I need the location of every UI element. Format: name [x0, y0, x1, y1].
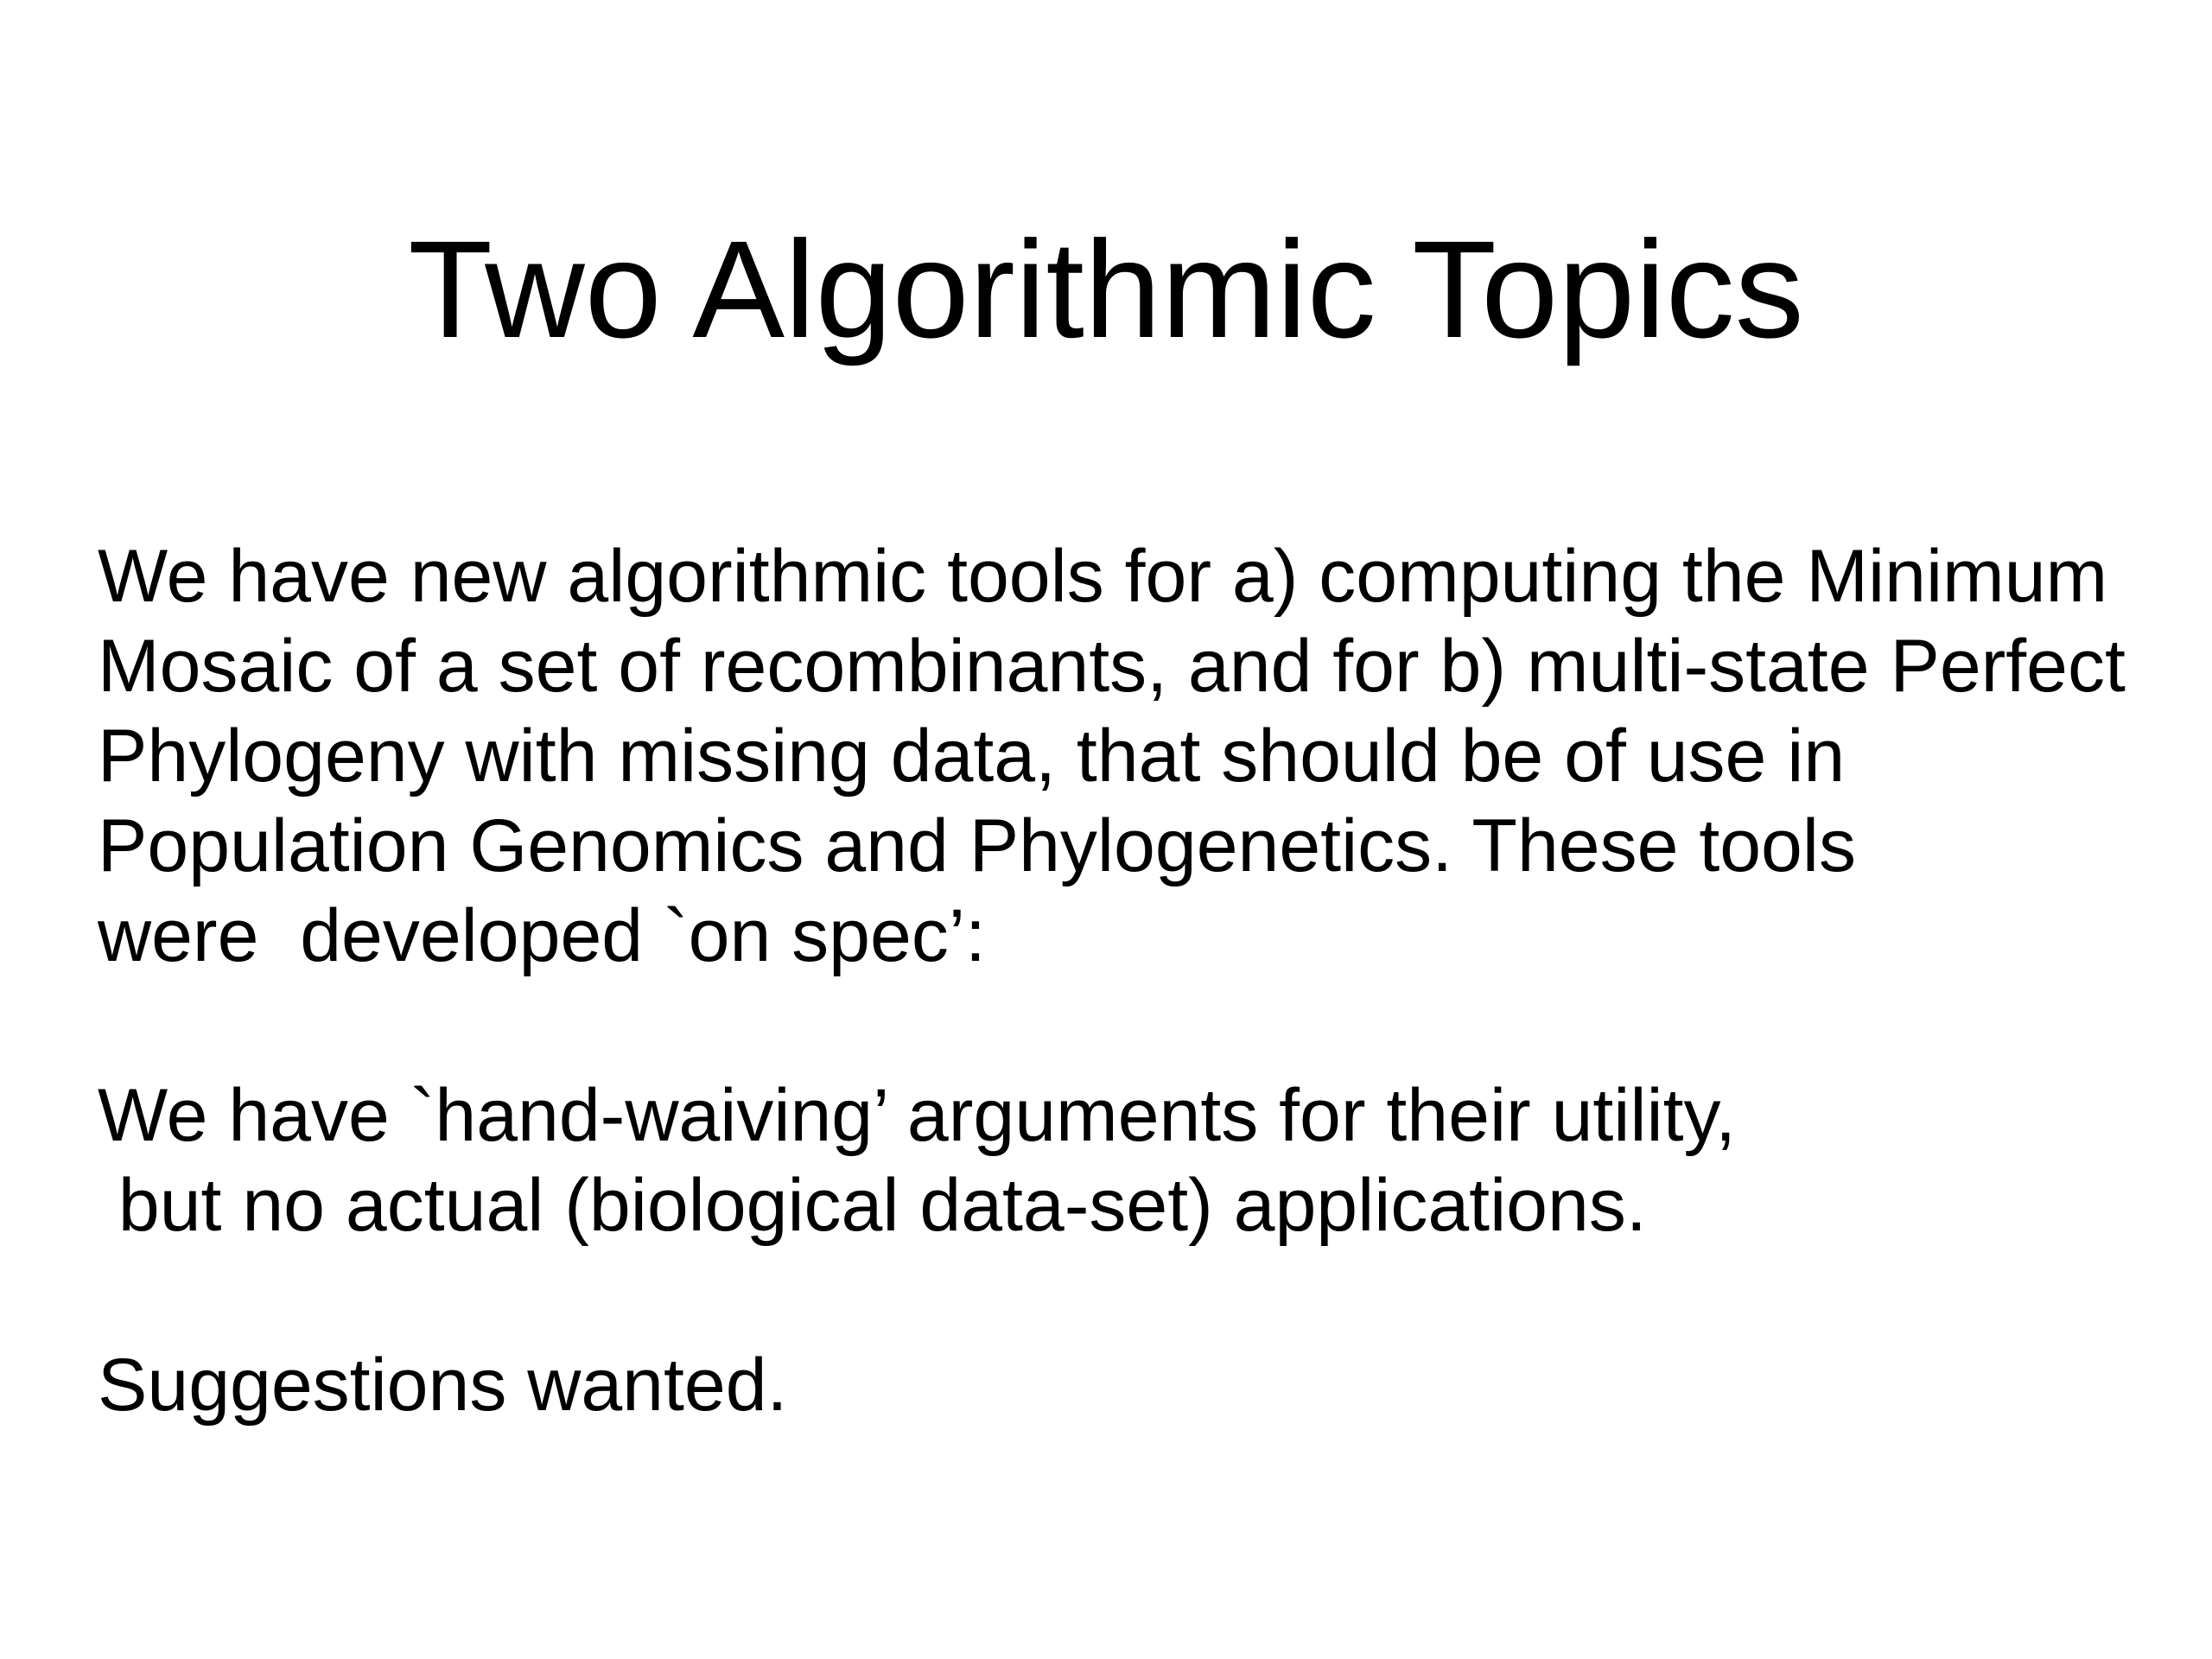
body-line: Suggestions wanted. [98, 1344, 788, 1427]
body-line: were developed `on spec’: [98, 894, 986, 977]
body-line: Population Genomics and Phylogenetics. These tools [98, 804, 1856, 887]
slide-title: Two Algorithmic Topics [408, 212, 1804, 366]
body-line: Phylogeny with missing data, that should be of use in [98, 715, 1846, 798]
body-line: Mosaic of a set of recombinants, and for b) multi-state Perfect [98, 625, 2126, 708]
body-line: We have `hand-waiving’ arguments for their utility, [98, 1074, 1737, 1157]
paragraph-spacer [98, 1250, 2189, 1340]
body-line: but no actual (biological data-set) applications. [98, 1164, 1647, 1247]
paragraph-spacer [98, 981, 2189, 1071]
body-line: We have new algorithmic tools for a) computing the Minimum [98, 535, 2108, 618]
slide-body [98, 531, 2189, 1430]
